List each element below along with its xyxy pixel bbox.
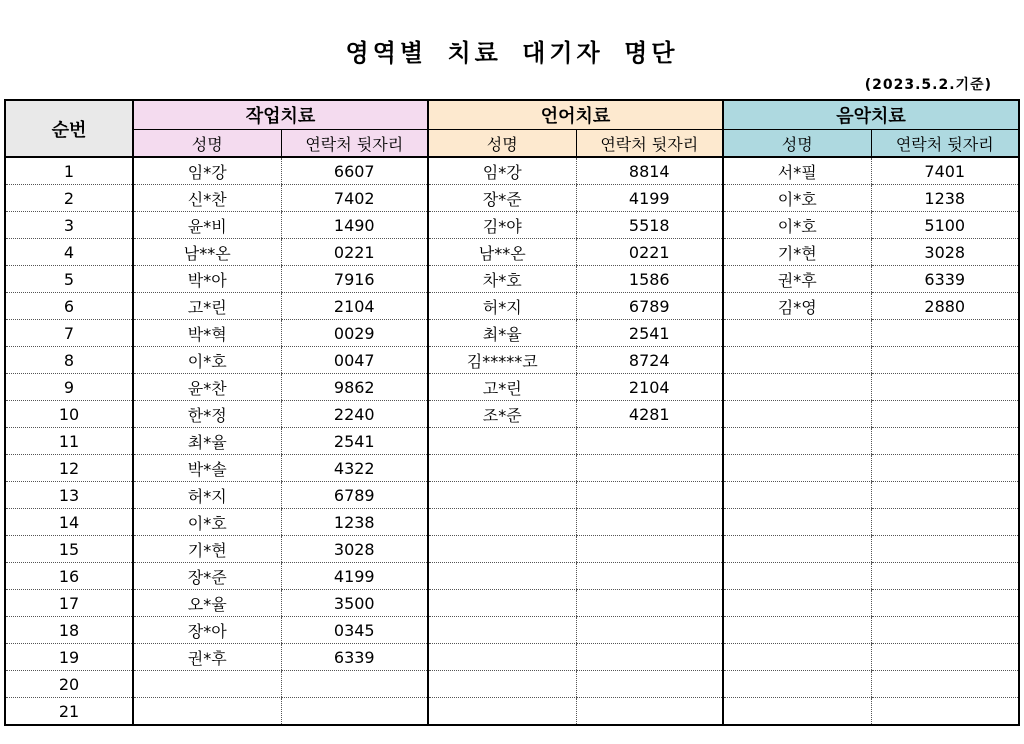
music-name-cell [723, 428, 871, 455]
occupational-contact-cell: 6789 [281, 482, 428, 509]
music-contact-cell [871, 428, 1019, 455]
occupational-contact-cell: 0221 [281, 239, 428, 266]
music-contact-cell [871, 320, 1019, 347]
occupational-name-cell: 박*혁 [133, 320, 281, 347]
speech-contact-cell: 2104 [576, 374, 723, 401]
speech-contact-cell: 4199 [576, 185, 723, 212]
occupational-name-cell: 윤*찬 [133, 374, 281, 401]
speech-contact-cell [576, 428, 723, 455]
music-name-cell: 기*현 [723, 239, 871, 266]
occupational-contact-cell: 9862 [281, 374, 428, 401]
music-name-cell [723, 347, 871, 374]
row-number: 5 [5, 266, 133, 293]
row-number: 21 [5, 698, 133, 726]
speech-name-cell: 김*야 [428, 212, 576, 239]
occupational-name-cell: 허*지 [133, 482, 281, 509]
occupational-contact-cell: 0029 [281, 320, 428, 347]
occupational-contact-cell: 7402 [281, 185, 428, 212]
table-row [5, 590, 1019, 617]
speech-name-cell: 임*강 [428, 157, 576, 185]
sub-header-contact: 연락처 뒷자리 [281, 130, 428, 158]
occupational-name-cell: 남**온 [133, 239, 281, 266]
occupational-contact-cell: 1238 [281, 509, 428, 536]
occupational-contact-cell: 0345 [281, 617, 428, 644]
music-contact-cell [871, 455, 1019, 482]
music-contact-cell [871, 536, 1019, 563]
occupational-contact-cell: 3028 [281, 536, 428, 563]
speech-name-cell: 조*준 [428, 401, 576, 428]
speech-name-cell: 김*****코 [428, 347, 576, 374]
music-contact-cell [871, 482, 1019, 509]
occupational-contact-cell: 6339 [281, 644, 428, 671]
music-name-cell [723, 455, 871, 482]
row-number: 7 [5, 320, 133, 347]
music-contact-cell [871, 347, 1019, 374]
speech-contact-cell: 8814 [576, 157, 723, 185]
speech-contact-cell: 2541 [576, 320, 723, 347]
table-row [5, 157, 1019, 185]
row-number: 17 [5, 590, 133, 617]
group-header-row [5, 100, 1019, 130]
table-row [5, 509, 1019, 536]
waitlist-table [4, 99, 1020, 726]
speech-contact-cell: 8724 [576, 347, 723, 374]
music-name-cell: 서*필 [723, 157, 871, 185]
occupational-contact-cell: 3500 [281, 590, 428, 617]
speech-name-cell [428, 698, 576, 726]
occupational-contact-cell: 6607 [281, 157, 428, 185]
sub-header-contact: 연락처 뒷자리 [576, 130, 723, 158]
occupational-contact-cell: 2541 [281, 428, 428, 455]
table-body [5, 157, 1019, 725]
speech-contact-cell [576, 617, 723, 644]
row-number-header: 순번 [5, 100, 133, 157]
occupational-name-cell: 이*호 [133, 347, 281, 374]
speech-contact-cell [576, 671, 723, 698]
occupational-name-cell: 윤*비 [133, 212, 281, 239]
occupational-name-cell: 장*준 [133, 563, 281, 590]
speech-name-cell: 장*준 [428, 185, 576, 212]
occupational-contact-cell: 0047 [281, 347, 428, 374]
speech-name-cell: 차*호 [428, 266, 576, 293]
occupational-contact-cell: 2240 [281, 401, 428, 428]
music-contact-cell: 3028 [871, 239, 1019, 266]
row-number: 2 [5, 185, 133, 212]
occupational-contact-cell: 7916 [281, 266, 428, 293]
speech-name-cell: 최*율 [428, 320, 576, 347]
table-row [5, 617, 1019, 644]
occupational-contact-cell [281, 671, 428, 698]
occupational-name-cell: 고*린 [133, 293, 281, 320]
music-contact-cell [871, 671, 1019, 698]
row-number: 8 [5, 347, 133, 374]
table-row [5, 482, 1019, 509]
row-number: 12 [5, 455, 133, 482]
music-name-cell [723, 590, 871, 617]
music-contact-cell [871, 698, 1019, 726]
table-row [5, 239, 1019, 266]
music-name-cell [723, 698, 871, 726]
occupational-contact-cell: 1490 [281, 212, 428, 239]
occupational-name-cell: 권*후 [133, 644, 281, 671]
table-row [5, 266, 1019, 293]
occupational-name-cell: 임*강 [133, 157, 281, 185]
table-row [5, 347, 1019, 374]
speech-name-cell: 남**온 [428, 239, 576, 266]
row-number: 15 [5, 536, 133, 563]
occupational-name-cell: 박*아 [133, 266, 281, 293]
table-row [5, 671, 1019, 698]
music-contact-cell: 1238 [871, 185, 1019, 212]
occupational-contact-cell: 2104 [281, 293, 428, 320]
table-row [5, 536, 1019, 563]
music-name-cell [723, 320, 871, 347]
table-row [5, 374, 1019, 401]
row-number: 18 [5, 617, 133, 644]
music-contact-cell [871, 509, 1019, 536]
occupational-name-cell: 이*호 [133, 509, 281, 536]
music-contact-cell: 6339 [871, 266, 1019, 293]
music-contact-cell: 7401 [871, 157, 1019, 185]
speech-contact-cell [576, 698, 723, 726]
table-row [5, 185, 1019, 212]
occupational-contact-cell [281, 698, 428, 726]
speech-contact-cell: 6789 [576, 293, 723, 320]
speech-name-cell: 고*린 [428, 374, 576, 401]
music-name-cell [723, 644, 871, 671]
sub-header-name: 성명 [723, 130, 871, 158]
group-header-occupational: 작업치료 [133, 100, 428, 130]
music-contact-cell: 2880 [871, 293, 1019, 320]
reference-date: (2023.5.2.기준) [864, 77, 992, 93]
row-number: 19 [5, 644, 133, 671]
music-name-cell [723, 401, 871, 428]
table-row [5, 644, 1019, 671]
row-number: 1 [5, 157, 133, 185]
sub-header-row [5, 130, 1019, 158]
speech-name-cell [428, 509, 576, 536]
speech-contact-cell [576, 536, 723, 563]
row-number: 3 [5, 212, 133, 239]
occupational-name-cell [133, 671, 281, 698]
speech-contact-cell: 1586 [576, 266, 723, 293]
row-number: 9 [5, 374, 133, 401]
music-contact-cell: 5100 [871, 212, 1019, 239]
sub-header-contact: 연락처 뒷자리 [871, 130, 1019, 158]
occupational-name-cell: 장*아 [133, 617, 281, 644]
occupational-name-cell [133, 698, 281, 726]
music-name-cell: 이*호 [723, 212, 871, 239]
speech-contact-cell [576, 563, 723, 590]
speech-name-cell [428, 482, 576, 509]
music-contact-cell [871, 590, 1019, 617]
group-header-music: 음악치료 [723, 100, 1019, 130]
occupational-name-cell: 오*율 [133, 590, 281, 617]
table-row [5, 563, 1019, 590]
row-number: 6 [5, 293, 133, 320]
music-name-cell [723, 482, 871, 509]
speech-name-cell [428, 455, 576, 482]
music-name-cell [723, 563, 871, 590]
speech-contact-cell [576, 509, 723, 536]
speech-name-cell [428, 671, 576, 698]
speech-contact-cell: 4281 [576, 401, 723, 428]
row-number: 14 [5, 509, 133, 536]
speech-name-cell [428, 428, 576, 455]
speech-contact-cell: 0221 [576, 239, 723, 266]
table-row [5, 401, 1019, 428]
table-row [5, 212, 1019, 239]
occupational-name-cell: 한*정 [133, 401, 281, 428]
speech-contact-cell [576, 482, 723, 509]
speech-name-cell [428, 644, 576, 671]
table-row [5, 455, 1019, 482]
speech-name-cell [428, 617, 576, 644]
music-name-cell [723, 374, 871, 401]
music-name-cell [723, 509, 871, 536]
music-name-cell: 권*후 [723, 266, 871, 293]
sub-header-name: 성명 [428, 130, 576, 158]
occupational-name-cell: 기*현 [133, 536, 281, 563]
music-contact-cell [871, 644, 1019, 671]
occupational-contact-cell: 4199 [281, 563, 428, 590]
speech-name-cell [428, 590, 576, 617]
speech-name-cell [428, 536, 576, 563]
table-row [5, 698, 1019, 726]
group-header-speech: 언어치료 [428, 100, 723, 130]
music-contact-cell [871, 617, 1019, 644]
music-name-cell [723, 671, 871, 698]
speech-contact-cell [576, 455, 723, 482]
speech-contact-cell: 5518 [576, 212, 723, 239]
music-name-cell: 이*호 [723, 185, 871, 212]
music-name-cell: 김*영 [723, 293, 871, 320]
occupational-name-cell: 신*찬 [133, 185, 281, 212]
speech-contact-cell [576, 590, 723, 617]
occupational-name-cell: 박*솔 [133, 455, 281, 482]
sub-header-name: 성명 [133, 130, 281, 158]
music-name-cell [723, 536, 871, 563]
music-contact-cell [871, 563, 1019, 590]
table-row [5, 428, 1019, 455]
row-number: 20 [5, 671, 133, 698]
row-number: 10 [5, 401, 133, 428]
page-title: 영역별 치료 대기자 명단 [345, 39, 679, 67]
row-number: 13 [5, 482, 133, 509]
table-row [5, 320, 1019, 347]
row-number: 16 [5, 563, 133, 590]
occupational-name-cell: 최*율 [133, 428, 281, 455]
occupational-contact-cell: 4322 [281, 455, 428, 482]
speech-name-cell [428, 563, 576, 590]
speech-name-cell: 허*지 [428, 293, 576, 320]
music-contact-cell [871, 401, 1019, 428]
row-number: 11 [5, 428, 133, 455]
table-row [5, 293, 1019, 320]
speech-contact-cell [576, 644, 723, 671]
music-name-cell [723, 617, 871, 644]
row-number: 4 [5, 239, 133, 266]
music-contact-cell [871, 374, 1019, 401]
